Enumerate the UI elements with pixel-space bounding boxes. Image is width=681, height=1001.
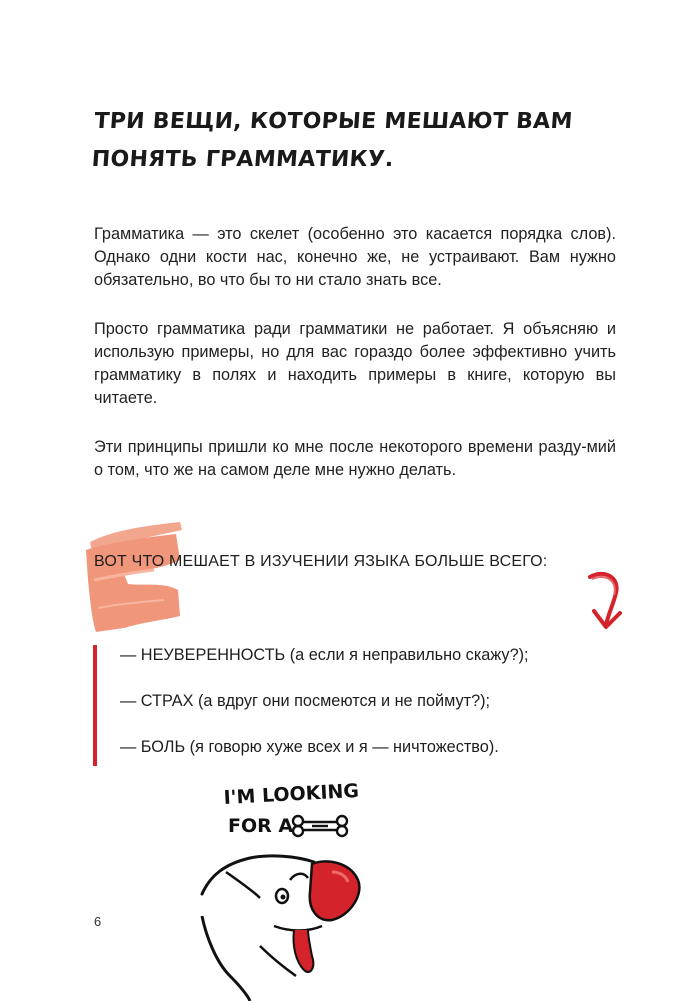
- list-item-uncertainty: — НЕУВЕРЕННОСТЬ (а если я неправильно скажу?);: [120, 646, 529, 664]
- callout-heading: ВОТ ЧТО МЕШАЕТ В ИЗУЧЕНИИ ЯЗЫКА БОЛЬШЕ ВСЕГО:: [94, 553, 548, 570]
- page-title: [90, 103, 575, 179]
- paragraph-2: Просто грамматика ради грамматики не работает. Я объясняю и использую примеры, но для вас гораздо более эффективно учить грамматику в полях и находить примеры в книге, которую вы читаете.: [94, 320, 616, 407]
- title-line-2: ПОНЯТЬ ГРАММАТИКУ.: [90, 147, 395, 172]
- brush-highlight: [84, 520, 184, 634]
- paragraph-3: Эти принципы пришли ко мне после некоторого времени разду-мий о том, что же на самом деле мне нужно делать.: [94, 438, 616, 479]
- illustration-caption-line-1: I'M LOOKING: [223, 779, 360, 809]
- bone-icon: [293, 816, 347, 836]
- paragraph-1: Грамматика — это скелет (особенно это касается порядка слов). Однако одни кости нас, конечно же, не устраивают. Вам нужно обязательно, во что бы то ни стало знать все.: [94, 225, 616, 289]
- curved-arrow-icon: [576, 565, 626, 631]
- illustration-caption-line-2: FOR A: [228, 815, 294, 837]
- page-number: 6: [94, 914, 102, 929]
- list-accent-bar: [93, 645, 97, 766]
- title-line-1: ТРИ ВЕЩИ, КОТОРЫЕ МЕШАЮТ ВАМ: [93, 109, 574, 134]
- dog-illustration: [200, 776, 370, 1001]
- list-item-fear: — СТРАХ (а вдруг они посмеются и не поймут?);: [120, 692, 491, 710]
- list-item-pain: — БОЛЬ (я говорю хуже всех и я — ничтожество).: [120, 738, 499, 756]
